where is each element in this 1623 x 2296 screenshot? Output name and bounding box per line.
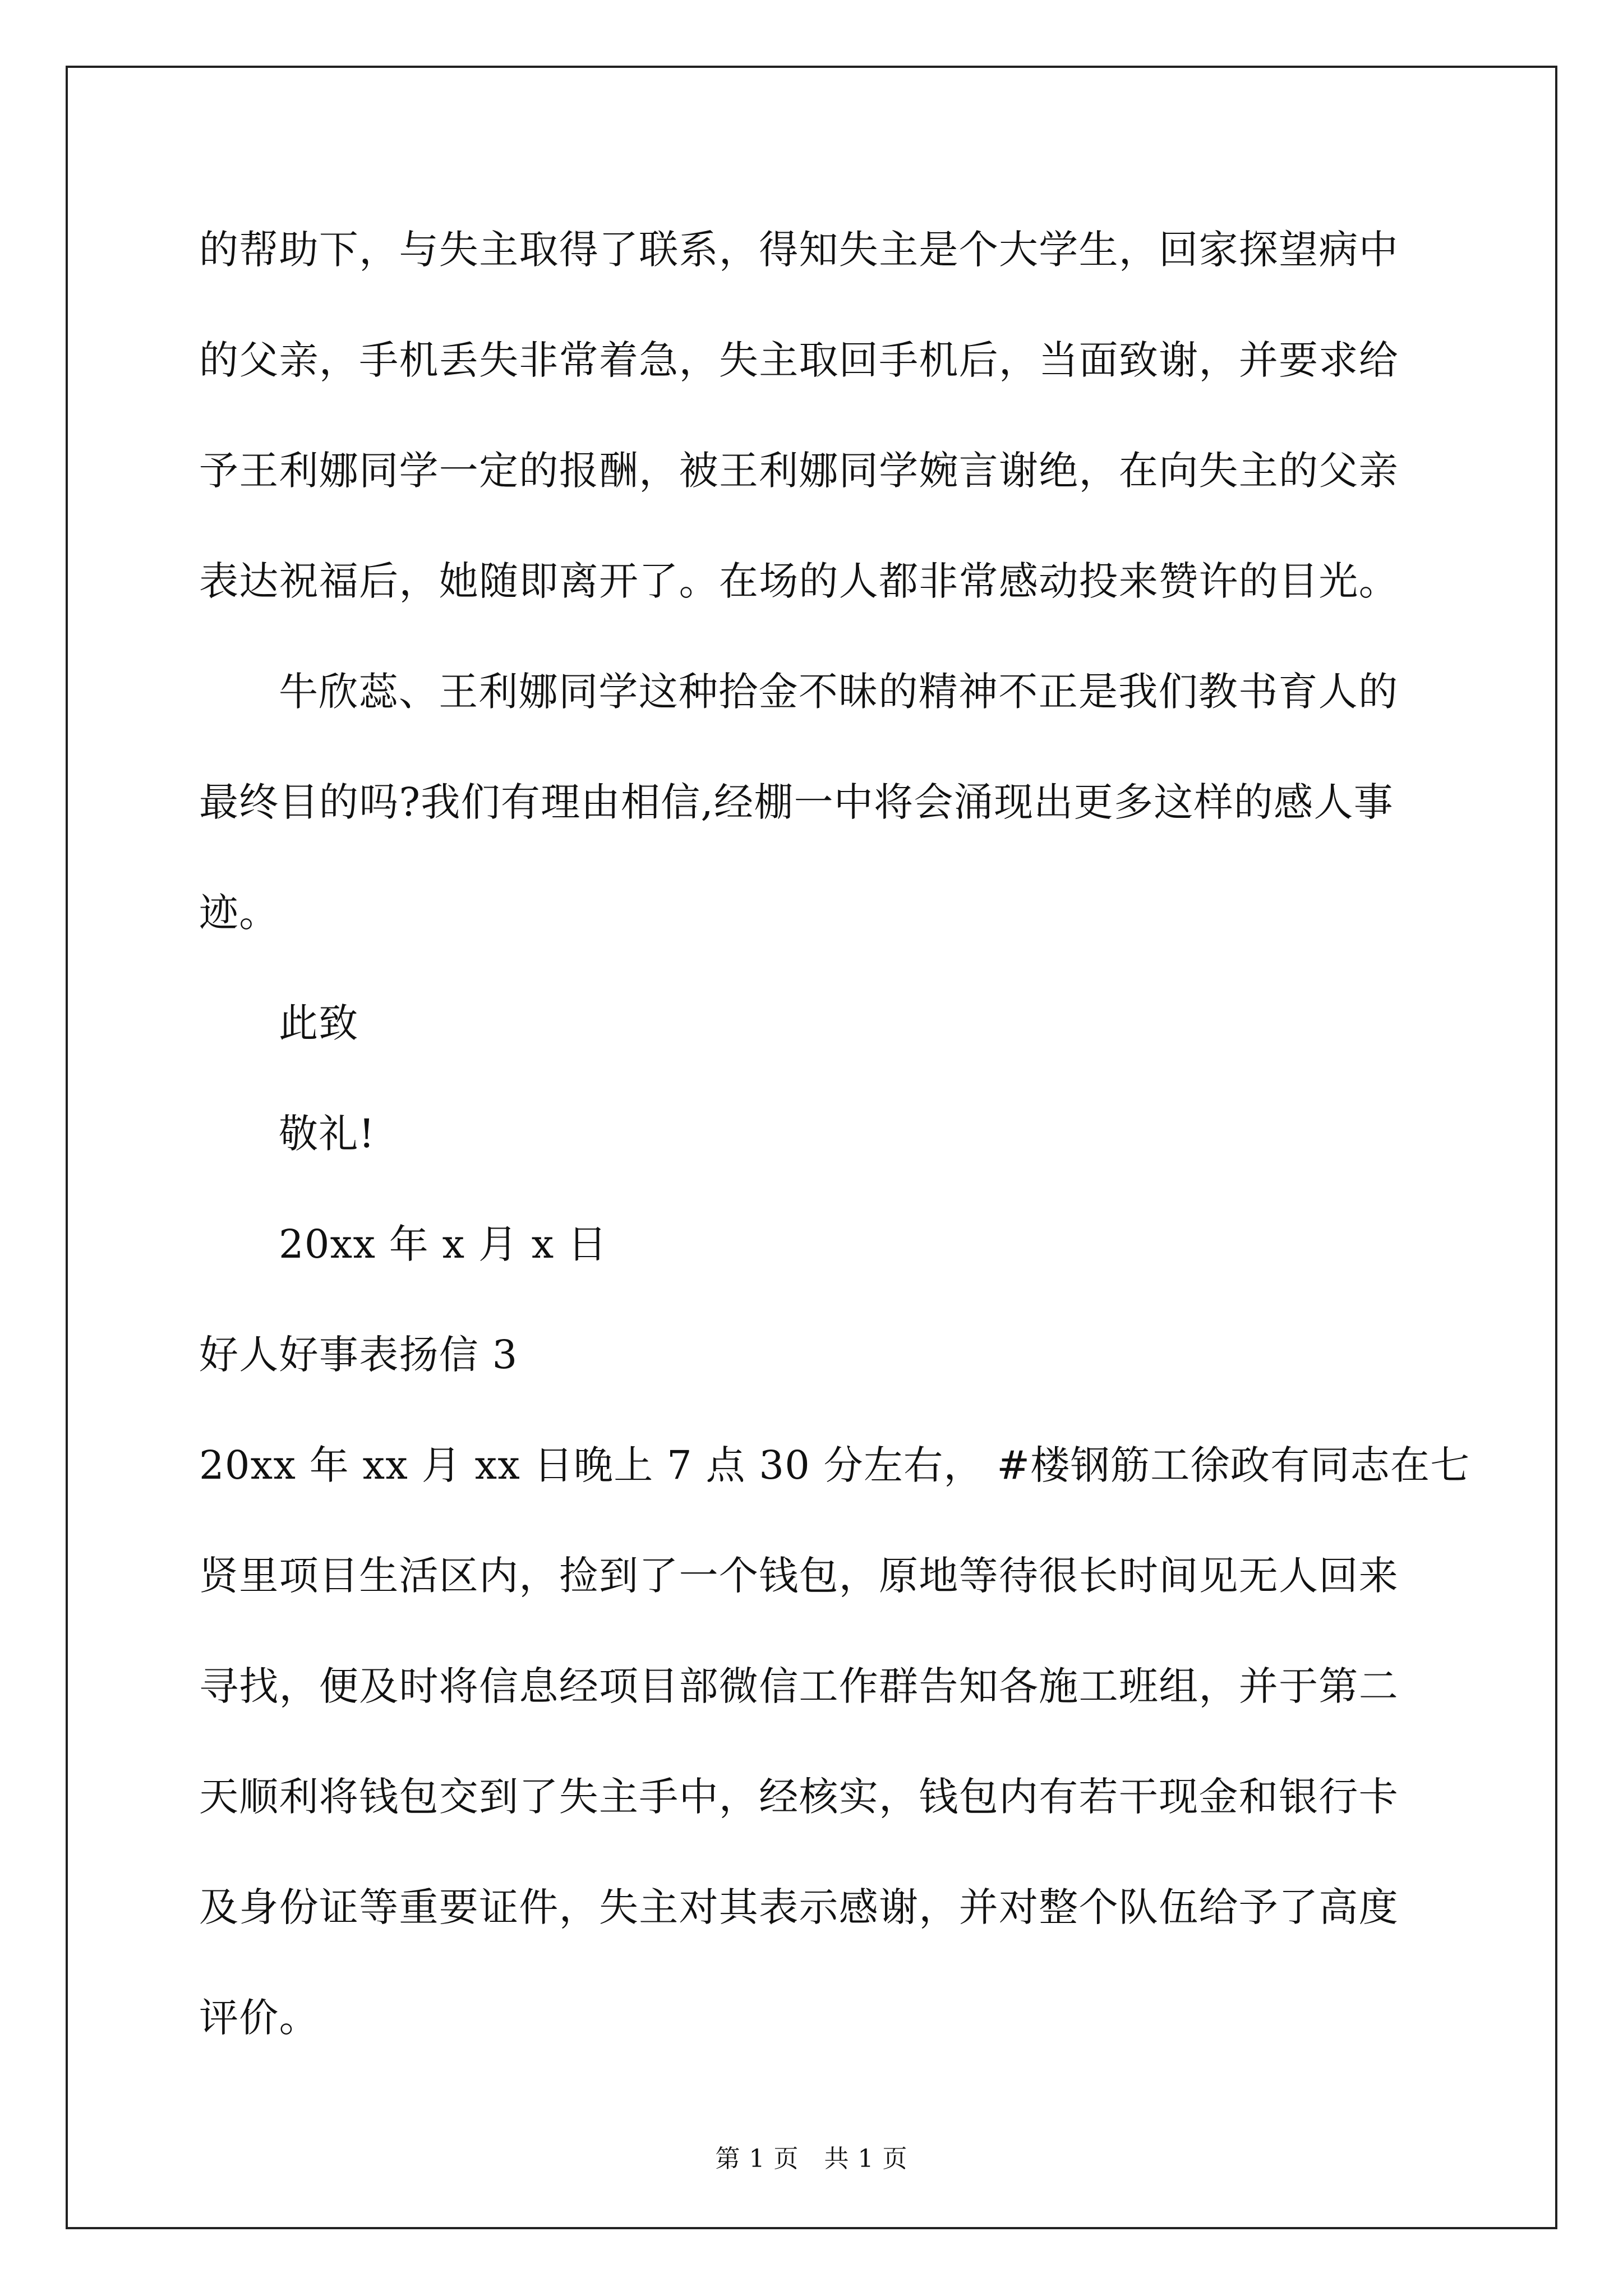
text-line: 的父亲，手机丢失非常着急，失主取回手机后，当面致谢，并要求给 <box>199 337 1399 383</box>
text-line: 评价。 <box>199 1995 319 2041</box>
text-line: 寻找，便及时将信息经项目部微信工作群告知各施工班组，并于第二 <box>199 1663 1399 1709</box>
text-line: 表达祝福后，她随即离开了。在场的人都非常感动投来赞许的目光。 <box>199 558 1399 604</box>
letter-date: 20xx 年 x 月 x 日 <box>279 1221 608 1267</box>
text-line: 贤里项目生活区内，捡到了一个钱包，原地等待很长时间见无人回来 <box>199 1553 1399 1599</box>
page-number: 第 1 页 共 1 页 <box>715 2145 908 2173</box>
text-line: 及身份证等重要证件，失主对其表示感谢，并对整个队伍给予了高度 <box>199 1884 1399 1930</box>
page-footer <box>0 2138 1623 2174</box>
closing-regards: 敬礼! <box>279 1111 376 1157</box>
text-line: 迹。 <box>199 890 279 936</box>
text-line: 20xx 年 xx 月 xx 日晚上 7 点 30 分左右， #楼钢筋工徐政有同志在七 <box>199 1442 1470 1488</box>
text-line: 牛欣蕊、王利娜同学这种拾金不昧的精神不正是我们教书育人的 <box>279 669 1399 715</box>
text-line: 的帮助下，与失主取得了联系，得知失主是个大学生，回家探望病中 <box>199 227 1399 273</box>
text-line: 最终目的吗?我们有理由相信,经棚一中将会涌现出更多这样的感人事 <box>199 779 1394 825</box>
text-line: 天顺利将钱包交到了失主手中，经核实，钱包内有若干现金和银行卡 <box>199 1774 1399 1820</box>
document-body <box>199 222 1470 2100</box>
text-line: 予王利娜同学一定的报酬，被王利娜同学婉言谢绝，在向失主的父亲 <box>199 448 1399 494</box>
closing-salutation: 此致 <box>279 1000 359 1046</box>
section-heading: 好人好事表扬信 3 <box>199 1332 518 1378</box>
